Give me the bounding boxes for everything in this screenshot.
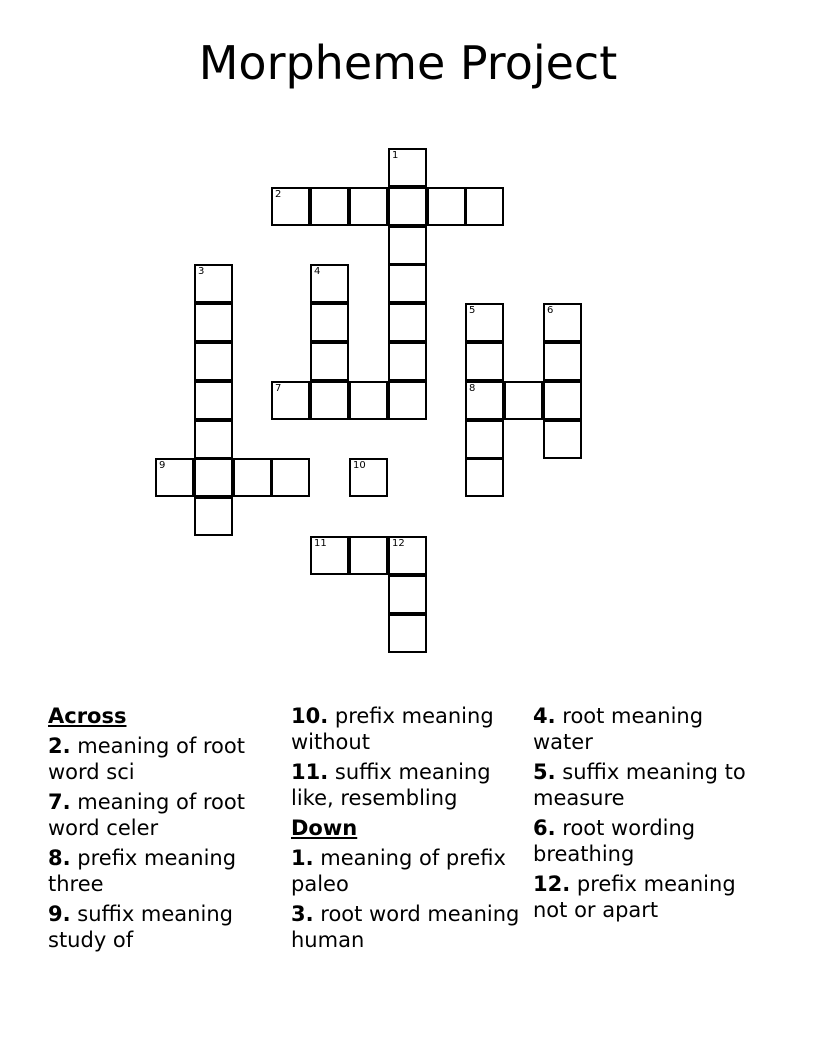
grid-cell[interactable] bbox=[388, 381, 427, 420]
grid-cell[interactable] bbox=[465, 458, 504, 497]
clue-item bbox=[533, 871, 768, 923]
clue-text: prefix meaning three bbox=[48, 846, 237, 896]
clues-column-1 bbox=[48, 703, 283, 957]
clue-text: prefix meaning not or apart bbox=[533, 872, 736, 922]
grid-cell[interactable] bbox=[388, 303, 427, 342]
clue-text: meaning of root word celer bbox=[48, 790, 245, 840]
grid-cell[interactable] bbox=[194, 264, 233, 303]
clue-number: 12. bbox=[533, 872, 571, 896]
grid-cell[interactable] bbox=[310, 303, 349, 342]
cell-number: 7 bbox=[275, 383, 282, 394]
grid-cell[interactable] bbox=[271, 381, 310, 420]
cell-number: 5 bbox=[469, 305, 476, 316]
grid-cell[interactable] bbox=[388, 575, 427, 614]
grid-cell[interactable] bbox=[349, 458, 388, 497]
cell-number: 12 bbox=[392, 538, 405, 549]
clue-text: suffix meaning study of bbox=[48, 902, 233, 952]
grid-cell[interactable] bbox=[465, 303, 504, 342]
grid-cell[interactable] bbox=[310, 342, 349, 381]
cell-number: 3 bbox=[198, 266, 205, 277]
clue-item bbox=[48, 789, 283, 841]
cell-number: 10 bbox=[353, 460, 366, 471]
clue-number: 3. bbox=[291, 902, 314, 926]
grid-cell[interactable] bbox=[310, 264, 349, 303]
grid-cell[interactable] bbox=[388, 226, 427, 265]
cell-number: 9 bbox=[159, 460, 166, 471]
clue-item bbox=[533, 759, 768, 811]
grid-cell[interactable] bbox=[194, 420, 233, 459]
clue-text: root wording breathing bbox=[533, 816, 696, 866]
grid-cell[interactable] bbox=[465, 342, 504, 381]
grid-cell[interactable] bbox=[543, 420, 582, 459]
cell-number: 2 bbox=[275, 189, 282, 200]
grid-cell[interactable] bbox=[310, 536, 349, 575]
clue-number: 10. bbox=[291, 704, 329, 728]
grid-cell[interactable] bbox=[194, 497, 233, 536]
clues-heading-down: Down bbox=[291, 816, 358, 840]
clues-column-3 bbox=[533, 703, 768, 927]
clue-item bbox=[48, 845, 283, 897]
clue-number: 5. bbox=[533, 760, 556, 784]
clue-number: 1. bbox=[291, 846, 314, 870]
clue-number: 8. bbox=[48, 846, 71, 870]
clue-number: 9. bbox=[48, 902, 71, 926]
grid-cell[interactable] bbox=[543, 303, 582, 342]
grid-cell[interactable] bbox=[465, 420, 504, 459]
page-title: Morpheme Project bbox=[198, 36, 618, 90]
clue-text: suffix meaning like, resembling bbox=[291, 760, 491, 810]
grid-cell[interactable] bbox=[504, 381, 543, 420]
clue-number: 11. bbox=[291, 760, 329, 784]
clue-number: 2. bbox=[48, 734, 71, 758]
grid-cell[interactable] bbox=[427, 187, 466, 226]
grid-cell[interactable] bbox=[155, 458, 194, 497]
grid-cell[interactable] bbox=[388, 187, 427, 226]
clue-item bbox=[291, 845, 526, 897]
clue-item bbox=[291, 901, 526, 953]
clue-number: 6. bbox=[533, 816, 556, 840]
clue-text: suffix meaning to measure bbox=[533, 760, 746, 810]
grid-cell[interactable] bbox=[543, 381, 582, 420]
grid-cell[interactable] bbox=[388, 264, 427, 303]
clue-item bbox=[533, 703, 768, 755]
grid-cell[interactable] bbox=[233, 458, 272, 497]
clue-text: root word meaning human bbox=[291, 902, 520, 952]
grid-cell[interactable] bbox=[310, 381, 349, 420]
cell-number: 4 bbox=[314, 266, 321, 277]
clue-text: root meaning water bbox=[533, 704, 704, 754]
grid-cell[interactable] bbox=[349, 187, 388, 226]
grid-cell[interactable] bbox=[310, 187, 349, 226]
clue-item bbox=[533, 815, 768, 867]
cell-number: 8 bbox=[469, 383, 476, 394]
grid-cell[interactable] bbox=[194, 342, 233, 381]
clues-heading-across: Across bbox=[48, 704, 127, 728]
grid-cell[interactable] bbox=[388, 614, 427, 653]
grid-cell[interactable] bbox=[388, 148, 427, 187]
grid-cell[interactable] bbox=[271, 458, 310, 497]
clue-item bbox=[48, 733, 283, 785]
cell-number: 6 bbox=[547, 305, 554, 316]
grid-cell[interactable] bbox=[388, 342, 427, 381]
grid-cell[interactable] bbox=[194, 303, 233, 342]
clue-number: 4. bbox=[533, 704, 556, 728]
grid-cell[interactable] bbox=[349, 381, 388, 420]
clue-number: 7. bbox=[48, 790, 71, 814]
clue-item bbox=[291, 703, 526, 755]
clue-text: meaning of prefix paleo bbox=[291, 846, 506, 896]
clue-text: meaning of root word sci bbox=[48, 734, 245, 784]
clue-item bbox=[48, 901, 283, 953]
grid-cell[interactable] bbox=[465, 187, 504, 226]
cell-number: 11 bbox=[314, 538, 327, 549]
grid-cell[interactable] bbox=[465, 381, 504, 420]
cell-number: 1 bbox=[392, 150, 399, 161]
grid-cell[interactable] bbox=[388, 536, 427, 575]
grid-cell[interactable] bbox=[194, 381, 233, 420]
clue-item bbox=[291, 759, 526, 811]
grid-cell[interactable] bbox=[349, 536, 388, 575]
grid-cell[interactable] bbox=[271, 187, 310, 226]
grid-cell[interactable] bbox=[543, 342, 582, 381]
clues-column-2 bbox=[291, 703, 526, 957]
grid-cell[interactable] bbox=[194, 458, 233, 497]
clue-text: prefix meaning without bbox=[291, 704, 494, 754]
